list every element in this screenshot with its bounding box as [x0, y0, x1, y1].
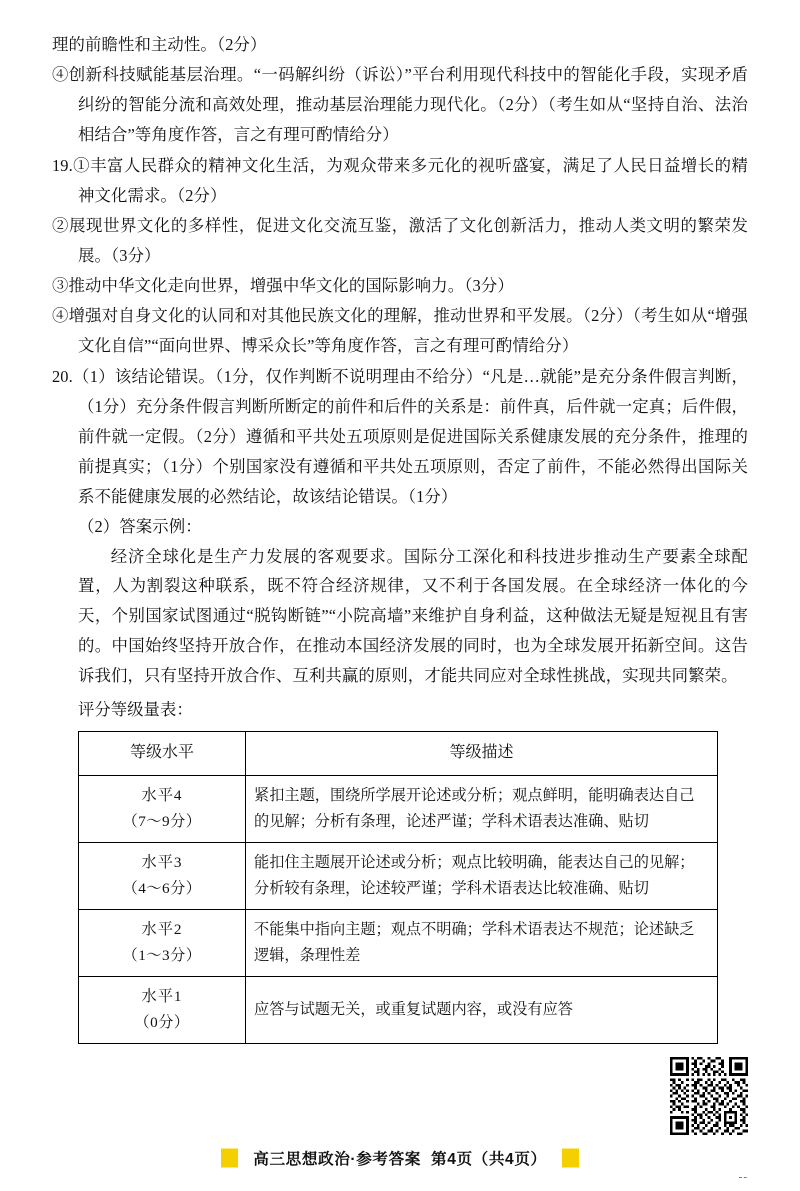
question-20-part-1-text: （1）该结论错误。（1分，仅作判断不说明理由不给分）“凡是…就能”是充分条件假言判断，（1分）充分条件假言判断所断定的前件和后件的关系是：前件真，后件就一定真；后件假，前件就一定假。（2分）遵循和平共处五项原则是促进国际关系健康发展的充分条件，推理的前提真实；（1分）个别国家没有遵循和平共处五项原则，否定了前件，不能必然得出国际关系不能健康发展的必然结论，故该结论错误。（1分）: [72, 367, 748, 506]
rubric-level-2-score: （1～3分）: [122, 946, 202, 964]
rubric-table: [78, 731, 718, 1044]
rubric-level-2: [79, 909, 246, 976]
question-20-block: [52, 362, 748, 690]
rubric-level-1-score: （0分）: [134, 1013, 190, 1031]
question-19-item-1: [52, 151, 748, 211]
continued-line-2: ④创新科技赋能基层治理。“一码解纠纷（诉讼）”平台利用现代科技中的智能化手段，实现矛盾纠纷的智能分流和高效处理，推动基层治理能力现代化。（2分）（考生如从“坚持自治、法治相结合”等角度作答，言之有理可酌情给分）: [52, 64, 748, 144]
table-row: [79, 842, 718, 909]
table-row: [79, 909, 718, 976]
question-19-item-3: ③推动中华文化走向世界，增强中华文化的国际影响力。（3分）: [52, 275, 514, 295]
question-19-text-1: ①丰富人民群众的精神文化生活，为观众带来多元化的视听盛宴，满足了人民日益增长的精神文化需求。（2分）: [72, 156, 748, 206]
rubric-level-3-score: （4～6分）: [122, 879, 202, 897]
question-20-number: 20.: [52, 367, 73, 387]
footer-subject: 高三思想政治·参考答案: [253, 1151, 421, 1168]
rubric-desc-4: 紧扣主题，围绕所学展开论述或分析；观点鲜明，能明确表达自己的见解；分析有条理，论述严谨；学科术语表达准确、贴切: [246, 775, 718, 842]
footer-inner: [251, 1147, 548, 1169]
rubric-header-desc: 等级描述: [246, 731, 718, 775]
continued-answer-block: [52, 30, 748, 149]
rubric-header-level: 等级水平: [79, 731, 246, 775]
rubric-level-3: [79, 842, 246, 909]
footer-tab-left-icon: [221, 1149, 238, 1168]
rubric-level-3-name: 水平3: [141, 854, 183, 872]
rubric-level-4-score: （7～9分）: [122, 812, 202, 830]
rubric-level-4-name: 水平4: [141, 787, 183, 805]
rubric-level-1-name: 水平1: [141, 988, 183, 1006]
rubric-header-row: [79, 731, 718, 775]
footer-tab-right-icon: [562, 1149, 579, 1168]
rubric-desc-2: 不能集中指向主题；观点不明确；学科术语表达不规范；论述缺乏逻辑，条理性差: [246, 909, 718, 976]
question-20-part-1: [52, 362, 748, 511]
table-row: [79, 775, 718, 842]
question-19-number: 19.: [52, 156, 73, 176]
rubric-desc-1: 应答与试题无关，或重复试题内容，或没有应答: [246, 976, 718, 1043]
rubric-desc-3: 能扣住主题展开论述或分析；观点比较明确，能表达自己的见解；分析较有条理，论述较严谨；学科术语表达比较准确、贴切: [246, 842, 718, 909]
question-19-item-4: ④增强对自身文化的认同和对其他民族文化的理解，推动世界和平发展。（2分）（考生如从“增强文化自信”“面向世界、博采众长”等角度作答，言之有理可酌情给分）: [52, 305, 748, 355]
page-footer: [0, 1147, 800, 1169]
page-bottom-mark: --: [738, 1171, 748, 1183]
question-19-block: [52, 151, 748, 360]
question-20-part-2-label: （2）答案示例：: [78, 516, 202, 536]
question-20-part-2-body: 经济全球化是生产力发展的客观要求。国际分工深化和科技进步推动生产要素全球配置，人为割裂这种联系，既不符合经济规律，又不利于各国发展。在全球经济一体化的今天，个别国家试图通过“脱钩断链”“小院高墙”来维护自身利益，这种做法无疑是短视且有害的。中国始终坚持开放合作，在推动本国经济发展的同时，也为全球发展开拓新空间。这告诉我们，只有坚持开放合作、互利共赢的原则，才能共同应对全球性挑战，实现共同繁荣。: [78, 546, 748, 686]
rubric-title: 评分等级量表：: [78, 699, 193, 719]
rubric-level-1: [79, 976, 246, 1043]
qr-code: [670, 1057, 748, 1135]
footer-page-number: 第4页（共4页）: [431, 1151, 547, 1168]
rubric-level-2-name: 水平2: [141, 921, 183, 939]
question-19-item-2: ②展现世界文化的多样性，促进文化交流互鉴，激活了文化创新活力，推动人类文明的繁荣发展。（3分）: [52, 216, 748, 266]
table-row: [79, 976, 718, 1043]
rubric-level-4: [79, 775, 246, 842]
continued-line-1: 理的前瞻性和主动性。（2分）: [52, 35, 267, 54]
